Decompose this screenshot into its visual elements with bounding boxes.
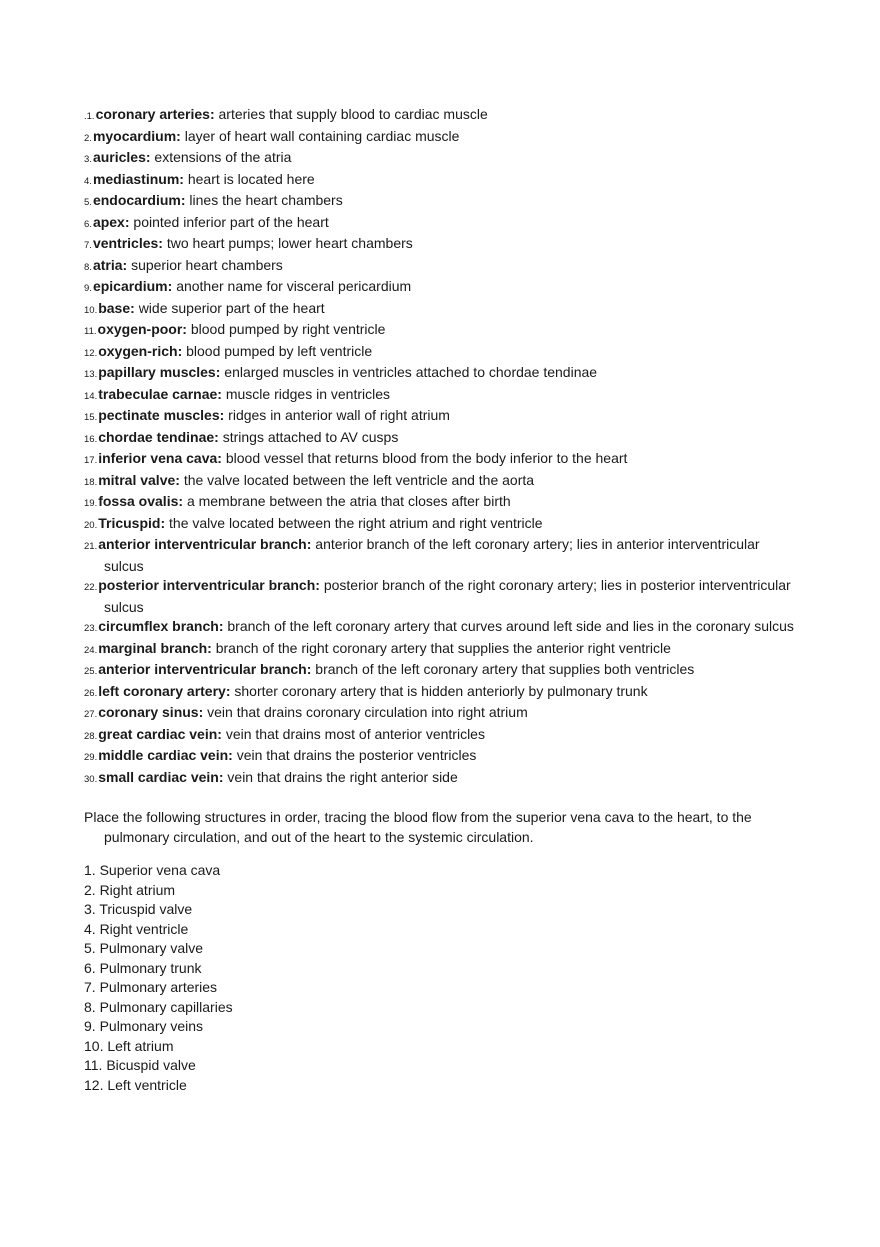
definition-item	[84, 277, 794, 299]
definition-item	[84, 639, 794, 661]
definition: branch of the left coronary artery that curves around left side and lies in the coronary sulcus	[227, 618, 794, 634]
item-number: 19.	[84, 498, 98, 509]
order-item: 6. Pulmonary trunk	[84, 959, 202, 976]
term: inferior vena cava:	[98, 450, 222, 466]
item-number: 18.	[84, 476, 98, 488]
definition: shorter coronary artery that is hidden anteriorly by pulmonary trunk	[234, 682, 648, 699]
item-number: 5.	[84, 197, 92, 208]
definition: enlarged muscles in ventricles attached to chordae tendinae	[224, 364, 598, 380]
definition: vein that drains the posterior ventricles	[236, 747, 477, 763]
item-number: 13.	[84, 369, 98, 380]
definition-item	[84, 363, 794, 385]
item-number: 29.	[84, 752, 98, 763]
term: auricles:	[92, 149, 151, 165]
definition: a membrane between the atria that closes after birth	[186, 493, 511, 509]
definition: wide superior part of the heart	[138, 299, 325, 316]
term: small cardiac vein:	[98, 768, 224, 785]
definition-item	[84, 514, 794, 536]
term: trabeculae carnae:	[98, 385, 222, 402]
term: chordae tendinae:	[98, 428, 219, 445]
term: mitral valve:	[98, 471, 180, 488]
definition-item	[84, 703, 794, 725]
definition: blood pumped by left ventricle	[186, 342, 373, 359]
item-number: .1.	[84, 111, 95, 122]
definition-list	[84, 105, 794, 789]
definition: vein that drains most of anterior ventricles	[225, 725, 485, 742]
definition-item	[84, 148, 794, 170]
definition-item	[84, 535, 794, 576]
item-number: 9.	[84, 283, 92, 294]
term: oxygen-rich:	[98, 342, 183, 359]
definition-item	[84, 660, 794, 682]
definition: branch of the left coronary artery that supplies both ventricles	[315, 661, 695, 677]
term: great cardiac vein:	[98, 725, 222, 742]
order-item: 11. Bicuspid valve	[84, 1057, 196, 1073]
item-number: 20.	[84, 519, 98, 531]
item-number: 26.	[84, 687, 98, 699]
definition: heart is located here	[187, 170, 315, 187]
definition-item	[84, 471, 794, 493]
definition-item	[84, 320, 794, 342]
definition-item	[84, 746, 794, 768]
term: papillary muscles:	[98, 364, 221, 380]
item-number: 6.	[84, 218, 92, 230]
definition-item	[84, 105, 794, 127]
term: coronary sinus:	[98, 704, 204, 720]
definition: another name for visceral pericardium	[176, 278, 412, 294]
definition: superior heart chambers	[131, 256, 283, 273]
order-item: 10. Left atrium	[84, 1037, 174, 1054]
definition-item	[84, 725, 794, 747]
order-item: 5. Pulmonary valve	[84, 940, 204, 956]
definition: lines the heart chambers	[189, 192, 343, 208]
definition-item	[84, 406, 794, 428]
item-number: 10.	[84, 304, 98, 316]
item-number: 7.	[84, 240, 92, 251]
instructions-paragraph: Place the following structures in order, tracing the blood flow from the superior vena cava to the heart, to the pulmonary circulation, and out of the heart to the systemic circulation.	[84, 809, 752, 845]
definition: muscle ridges in ventricles	[225, 385, 391, 402]
item-number: 4.	[84, 175, 92, 187]
definition: anterior branch of the left coronary artery; lies in anterior interventricular sulcus	[104, 536, 760, 574]
definition-item	[84, 617, 794, 639]
definition: blood vessel that returns blood from the body inferior to the heart	[225, 450, 628, 466]
definition: layer of heart wall containing cardiac muscle	[184, 127, 460, 144]
term: atria:	[92, 256, 128, 273]
definition: two heart pumps; lower heart chambers	[166, 235, 413, 251]
term: left coronary artery:	[98, 682, 231, 699]
item-number: 28.	[84, 730, 98, 742]
definition: blood pumped by right ventricle	[190, 321, 386, 337]
item-number: 22.	[84, 582, 98, 593]
term: circumflex branch:	[98, 618, 224, 634]
term: myocardium:	[92, 127, 181, 144]
definition: branch of the right coronary artery that supplies the anterior right ventricle	[215, 639, 671, 656]
order-item: 8. Pulmonary capillaries	[84, 998, 233, 1015]
term: marginal branch:	[98, 639, 212, 656]
item-number: 14.	[84, 390, 98, 402]
order-item: 9. Pulmonary veins	[84, 1018, 204, 1034]
definition-item	[84, 256, 794, 278]
definition-item	[84, 492, 794, 514]
definition: ridges in anterior wall of right atrium	[228, 407, 450, 423]
term: anterior interventricular branch:	[98, 661, 312, 677]
definition-item	[84, 682, 794, 704]
definition-item	[84, 428, 794, 450]
definition-item	[84, 213, 794, 235]
term: anterior interventricular branch:	[98, 536, 312, 552]
definition: arteries that supply blood to cardiac muscle	[218, 106, 488, 122]
definition-item	[84, 449, 794, 471]
order-item: 4. Right ventricle	[84, 920, 189, 937]
definition: vein that drains coronary circulation into right atrium	[207, 704, 528, 720]
definition-item	[84, 768, 794, 790]
item-number: 17.	[84, 455, 98, 466]
term: posterior interventricular branch:	[98, 577, 320, 593]
term: coronary arteries:	[95, 106, 215, 122]
definition-item	[84, 191, 794, 213]
document-page	[84, 105, 794, 1095]
term: fossa ovalis:	[98, 493, 184, 509]
definition-item	[84, 170, 794, 192]
order-item: 2. Right atrium	[84, 881, 176, 898]
item-number: 2.	[84, 132, 92, 144]
term: mediastinum:	[92, 170, 184, 187]
definition: the valve located between the right atrium and right ventricle	[169, 514, 543, 531]
blood-flow-order-list	[84, 861, 794, 1095]
term: middle cardiac vein:	[98, 747, 233, 763]
definition: the valve located between the left ventricle and the aorta	[183, 471, 535, 488]
definition: posterior branch of the right coronary artery; lies in posterior interventricular sulcus	[104, 577, 791, 615]
item-number: 11.	[84, 326, 97, 337]
term: oxygen-poor:	[97, 321, 187, 337]
order-item: 12. Left ventricle	[84, 1076, 187, 1093]
item-number: 23.	[84, 623, 98, 634]
definition-item	[84, 234, 794, 256]
item-number: 27.	[84, 709, 98, 720]
item-number: 21.	[84, 541, 98, 552]
definition-item	[84, 342, 794, 364]
definition: vein that drains the right anterior side	[227, 768, 458, 785]
order-item: 1. Superior vena cava	[84, 862, 221, 878]
term: ventricles:	[92, 235, 163, 251]
order-item: 7. Pulmonary arteries	[84, 979, 218, 995]
term: endocardium:	[92, 192, 186, 208]
item-number: 25.	[84, 666, 98, 677]
order-item: 3. Tricuspid valve	[84, 901, 193, 917]
term: epicardium:	[92, 278, 173, 294]
term: base:	[98, 299, 135, 316]
definition: strings attached to AV cusps	[222, 428, 399, 445]
item-number: 12.	[84, 347, 98, 359]
item-number: 8.	[84, 261, 92, 273]
definition: pointed inferior part of the heart	[133, 213, 329, 230]
term: pectinate muscles:	[98, 407, 225, 423]
definition-item	[84, 299, 794, 321]
item-number: 15.	[84, 412, 98, 423]
definition: extensions of the atria	[154, 149, 292, 165]
definition-item	[84, 576, 794, 617]
item-number: 30.	[84, 773, 98, 785]
definition-item	[84, 127, 794, 149]
term: Tricuspid:	[98, 514, 166, 531]
definition-item	[84, 385, 794, 407]
item-number: 16.	[84, 433, 98, 445]
item-number: 3.	[84, 154, 92, 165]
term: apex:	[92, 213, 130, 230]
item-number: 24.	[84, 644, 98, 656]
